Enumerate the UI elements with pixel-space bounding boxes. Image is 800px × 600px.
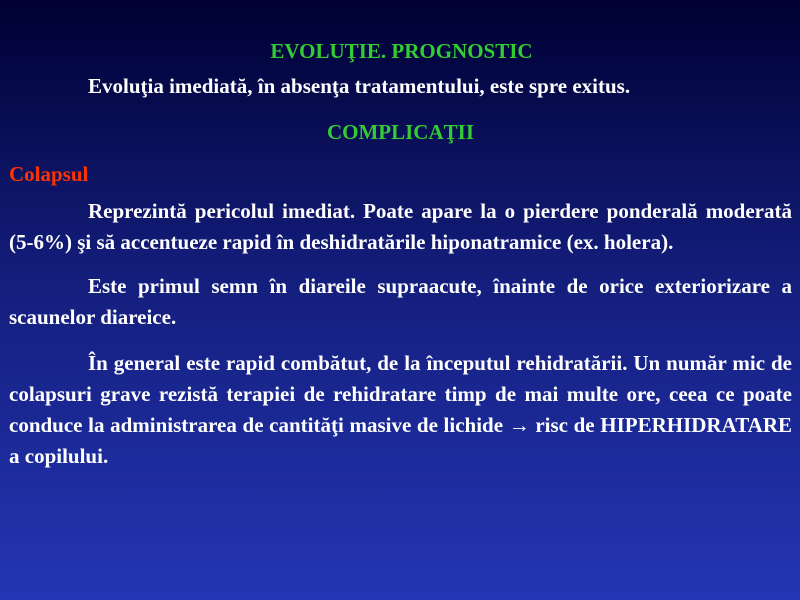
heading-complications: COMPLICAŢII	[326, 120, 474, 144]
paragraph-first-sign: Este primul semn în diareile supraacute, înainte de orice exteriorizare a scaunelor diareice.	[9, 274, 792, 329]
paragraph-collapse-danger: Reprezintă pericolul imediat. Poate apare la o pierdere ponderală moderată (5-6%) şi să accentueze rapid în deshidratările hiponatramice (ex. holera).	[9, 199, 792, 254]
paragraph-treatment: În general este rapid combătut, de la începutul rehidratării. Un număr mic de colapsuri grave rezistă terapiei de rehidratare timp de mai multe ore, ceea ce poate conduce la administrarea de cantităţi masive de lichide → risc de HIPERHIDRATARE a copilului.	[9, 351, 792, 468]
subtitle-collapse: Colapsul	[9, 162, 89, 186]
slide-content	[9, 36, 792, 472]
evolution-paragraph: Evoluţia imediată, în absenţa tratamentului, este spre exitus.	[88, 74, 631, 98]
heading-evolution: EVOLUŢIE. PROGNOSTIC	[270, 39, 533, 63]
